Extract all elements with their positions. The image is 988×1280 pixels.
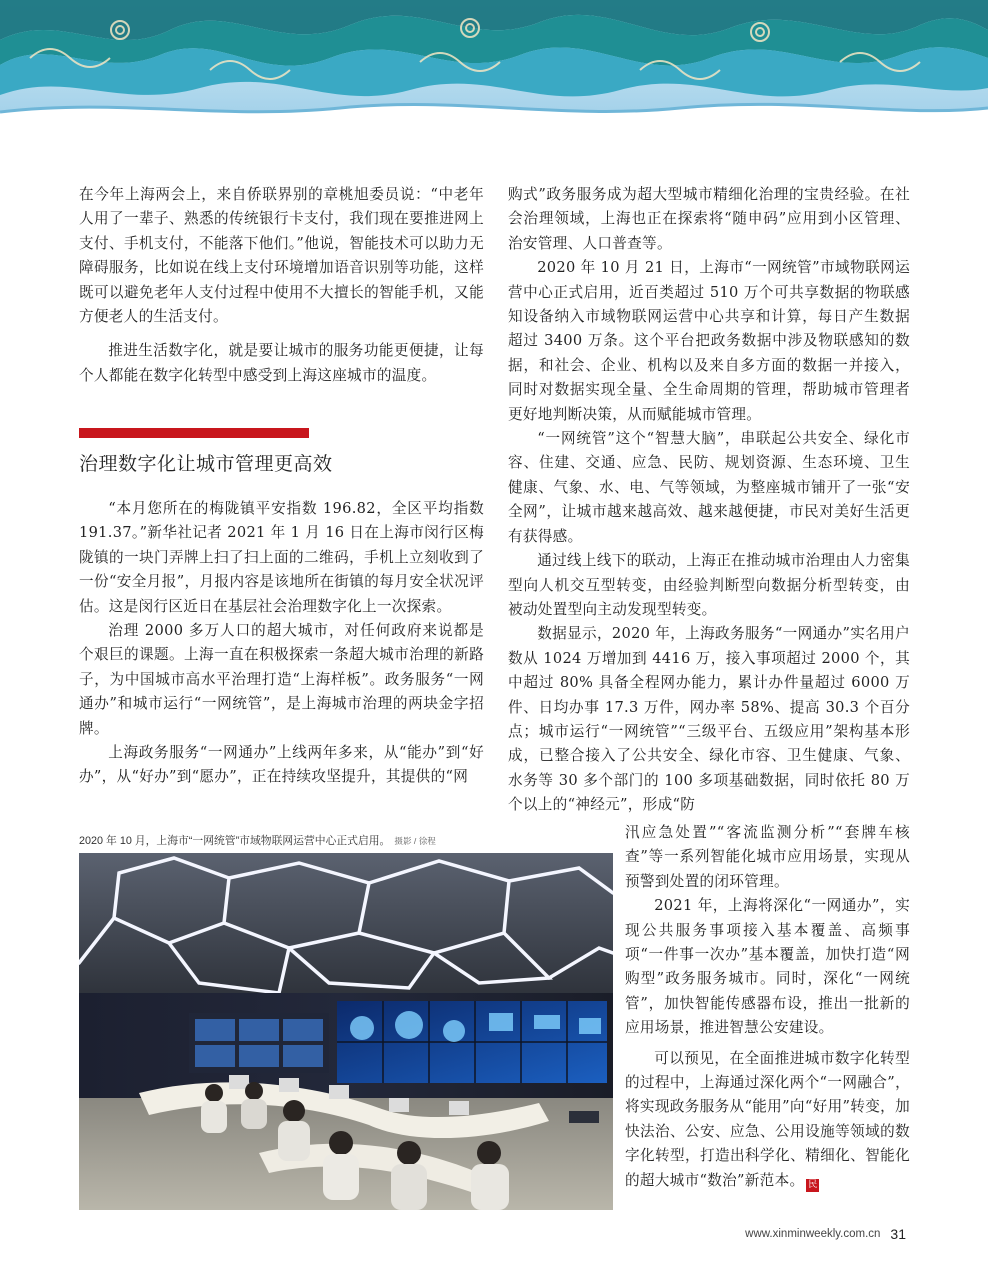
left-column	[79, 183, 484, 388]
caption-text: 2020 年 10 月，上海市“一网统管”市域物联网运营中心正式启用。	[79, 835, 391, 847]
left-column-lower	[79, 497, 484, 790]
control-room-illustration	[79, 853, 613, 1210]
photo-credit: 摄影 / 徐程	[394, 836, 436, 846]
right-column	[508, 183, 910, 818]
paragraph: 上海政务服务“一网通办”上线两年多来，从“能办”到“好办”，从“好办”到“愿办”，正在持续攻坚提升，其提供的“网	[79, 744, 484, 786]
page-footer	[745, 1226, 906, 1242]
paragraph	[625, 1047, 910, 1193]
paragraph: 2020 年 10 月 21 日，上海市“一网统管”市域物联网运营中心正式启用，近百类超过 510 万个可共享数据的物联感知设备纳入市域物联网运营中心共享和计算，每日产生数据超过 3400 万条。这个平台把政务数据中涉及物联感知的数据，和社会、企业、机构以及来自多方面的数据一并接入，同时对数据实现全量、全生命周期的管理，帮助城市管理者更好地判断决策，从而赋能城市管理。	[508, 259, 910, 423]
paragraph: “一网统管”这个“智慧大脑”，串联起公共安全、绿化市容、住建、交通、应急、民防、规划资源、生态环境、卫生健康、气象、水、电、气等领域，为整座城市铺开了一张“安全网”，让城市越来越高效、越来越便捷，市民对美好生活更有获得感。	[508, 430, 910, 545]
paragraph: 2021 年，上海将深化“一网通办”，实现公共服务事项接入基本覆盖、高频事项“一件事一次办”基本覆盖，加快打造“网购型”政务服务城市。同时，深化“一网统管”，加快智能传感器布设，推出一批新的应用场景，推进智慧公安建设。	[625, 897, 910, 1037]
paragraph: 治理 2000 多万人口的超大城市，对任何政府来说都是个艰巨的课题。上海一直在积极探索一条超大城市治理的新路子，为中国城市高水平治理打造“上海样板”。政务服务“一网通办”和城市运行“一网统管”，是上海城市治理的两块金字招牌。	[79, 622, 484, 737]
paragraph: 在今年上海两会上，来自侨联界别的章桃旭委员说：“中老年人用了一辈子、熟悉的传统银行卡支付，我们现在要推进网上支付、手机支付，不能落下他们。”他说，智能技术可以助力无障碍服务，比如说在线上支付环境增加语音识别等功能，这样既可以避免老年人支付过程中使用不大擅长的智能手机，又能方便老人的生活支付。	[79, 186, 484, 326]
article-end-mark-icon: 民	[808, 1179, 818, 1190]
paragraph: “本月您所在的梅陇镇平安指数 196.82，全区平均指数 191.37。”新华社记者 2021 年 1 月 16 日在上海市闵行区梅陇镇的一块门弄牌上扫了扫上面的二维码，手机上立刻收到了一份“安全月报”，月报内容是该地所在街镇的每月安全状况评估。这是闵行区近日在基层社会治理数字化上一次探索。	[79, 500, 484, 615]
section-accent-bar	[79, 428, 309, 438]
paragraph: 汛应急处置”“客流监测分析”“套牌车核查”等一系列智能化城市应用场景，实现从预警到处置的闭环管理。	[625, 824, 910, 890]
paragraph: 推进生活数字化，就是要让城市的服务功能更便捷，让每个人都能在数字化转型中感受到上海这座城市的温度。	[79, 342, 484, 384]
page-number: 31	[890, 1226, 906, 1242]
operations-center-photo	[79, 853, 613, 1210]
section-heading: 治理数字化让城市管理更高效	[79, 453, 333, 475]
paragraph-text: 可以预见，在全面推进城市数字化转型的过程中，上海通过深化两个“一网融合”，将实现政务服务从“能用”向“好用”转变，加快法治、公安、应急、公用设施等领域的数字化转型，打造出科学化、精细化、智能化的超大城市“数治”新范本。	[625, 1049, 910, 1189]
header-wave-banner	[0, 0, 988, 160]
right-column-lower	[625, 821, 910, 1193]
paragraph: 购式”政务服务成为超大型城市精细化治理的宝贵经验。在社会治理领域，上海也正在探索将“随申码”应用到小区管理、治安管理、人口普查等。	[508, 186, 910, 252]
photo-caption	[79, 833, 619, 849]
paragraph: 数据显示，2020 年，上海政务服务“一网通办”实名用户数从 1024 万增加到 4416 万，接入事项超过 2000 个，其中超过 80% 具备全程网办能力，累计办件量超过 6000 万件、日均办事 17.3 万件，网办率 58%、提高 30.3 个百分点；城市运行“一网统管”“三级平台、五级应用”架构基本形成，已整合接入了公共安全、绿化市容、卫生健康、气象、水务等 30 多个部门的 100 多项基础数据，同时依托 80 万个以上的“神经元”，形成“防	[508, 625, 910, 814]
wave-illustration	[0, 0, 988, 160]
website-url: www.xinminweekly.com.cn	[745, 1228, 881, 1240]
paragraph: 通过线上线下的联动，上海正在推动城市治理由人力密集型向人机交互型转变，由经验判断型向数据分析型转变，由被动处置型向主动发现型转变。	[508, 552, 910, 618]
